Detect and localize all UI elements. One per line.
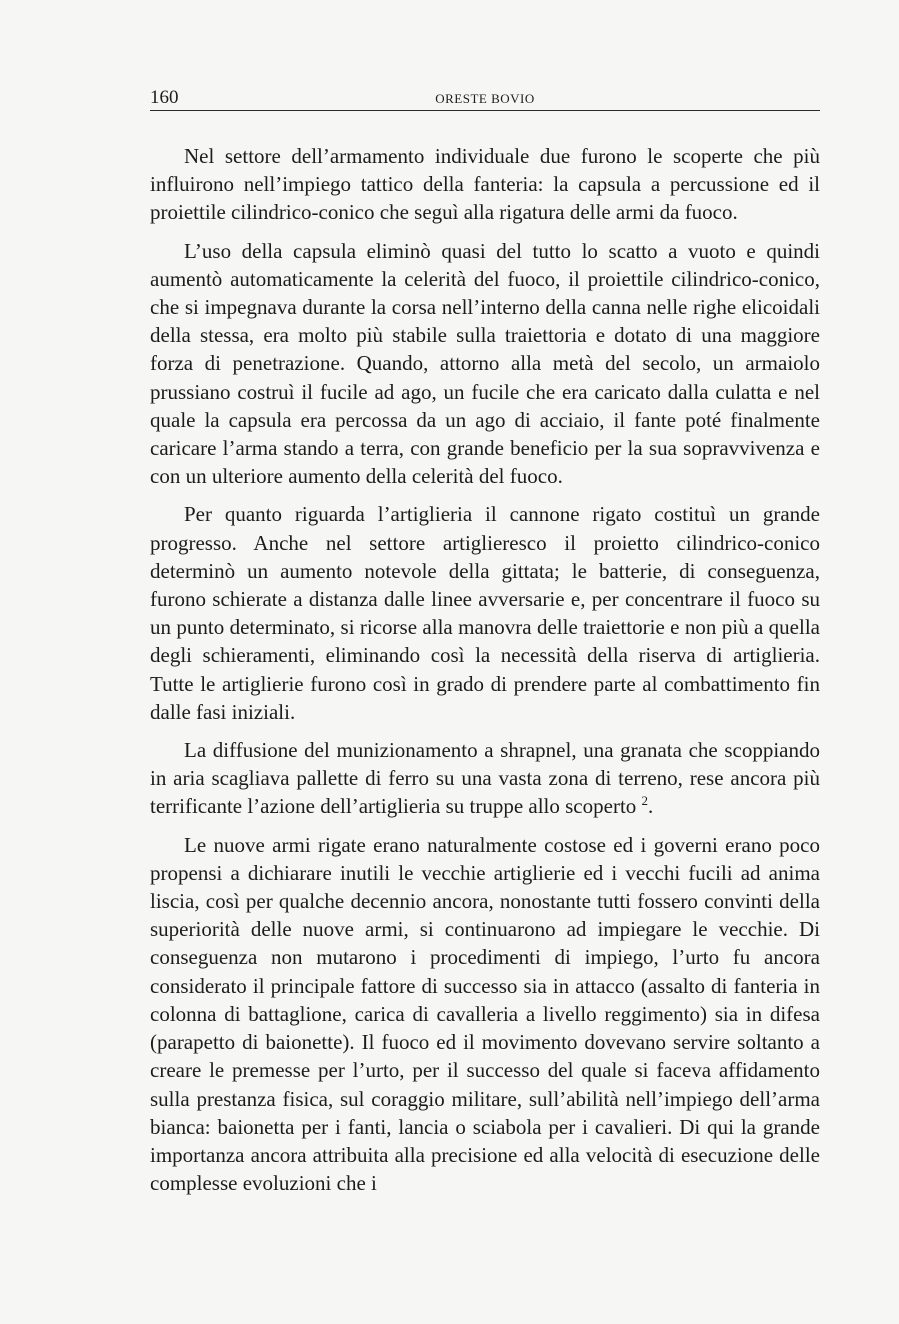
paragraph-2	[150, 237, 820, 491]
running-head: ORESTE BOVIO	[435, 91, 535, 106]
paragraph-text: La diffusione del munizionamento a shrapnel, una granata che scoppiando in aria scagliava pallette di ferro su una vasta zona di terreno, rese ancora più terrificante l’azione dell’artiglieria su truppe allo scoperto	[150, 738, 820, 819]
paragraph-text: Le nuove armi rigate erano naturalmente costose ed i governi erano poco propensi a dichiarare inutili le vecchie artiglierie ed i vecchi fucili ad anima liscia, così per qualche decennio ancora, nonostante tutti fossero convinti della superiorità delle nuove armi, si continuarono ad impiegare le vecchie. Di conseguenza non mutarono i procedimenti di impiego, l’urto fu ancora considerato il principale fattore di successo sia in attacco (assalto di fanteria in colonna di battaglione, carica di cavalleria a livello reggimento) sia in difesa (parapetto di baionette). Il fuoco ed il movimento dovevano servire soltanto a creare le premesse per l’urto, per il successo del quale si faceva affidamento sulla prestanza fisica, sul coraggio militare, sull’abilità nell’impiego dell’arma bianca: baionetta per i fanti, lancia o sciabola per i cavalieri. Di qui la grande importanza ancora attribuita alla precisione ed alla velocità di esecuzione delle complesse evoluzioni che i	[150, 832, 820, 1196]
page-header	[150, 86, 820, 111]
footnote-reference[interactable]: 2	[641, 793, 649, 809]
paragraph-text: Nel settore dell’armamento individuale due furono le scoperte che più influirono nell’impiego tattico della fanteria: la capsula a percussione ed il proiettile cilindrico-conico che seguì alla rigatura delle armi da fuoco.	[150, 144, 820, 225]
paragraph-3	[150, 500, 820, 726]
paragraph-1	[150, 142, 820, 227]
paragraph-end-punctuation: .	[648, 794, 654, 819]
page-number: 160	[150, 87, 179, 108]
paragraph-4	[150, 736, 820, 821]
paragraph-text: L’uso della capsula eliminò quasi del tutto lo scatto a vuoto e quindi aumentò automaticamente la celerità del fuoco, il proiettile cilindrico-conico, che si impegnava durante la corsa nell’interno della canna nelle righe elicoidali della stessa, era molto più stabile sulla traiettoria e dotato di una maggiore forza di penetrazione. Quando, attorno alla metà del secolo, un armaiolo prussiano costruì il fucile ad ago, un fucile che era caricato dalla culatta e nel quale la capsula era percossa da un ago di acciaio, il fante poté finalmente caricare l’arma stando a terra, con grande beneficio per la sua sopravvivenza e con un ulteriore aumento della celerità del fuoco.	[150, 238, 820, 489]
paragraph-text: Per quanto riguarda l’artiglieria il cannone rigato costituì un grande progresso. Anche nel settore artiglieresco il proietto cilindrico-conico determinò un aumento notevole della gittata; le batterie, di conseguenza, furono schierate a distanza dalle linee avversarie e, per concentrare il fuoco su un punto determinato, si ricorse alla manovra delle traiettorie e non più a quella degli schieramenti, eliminando così la necessità della riserva di artiglieria. Tutte le artiglierie furono così in grado di prendere parte al combattimento fin dalle fasi iniziali.	[150, 502, 820, 724]
paragraph-5	[150, 831, 820, 1198]
body-text	[150, 142, 820, 1197]
